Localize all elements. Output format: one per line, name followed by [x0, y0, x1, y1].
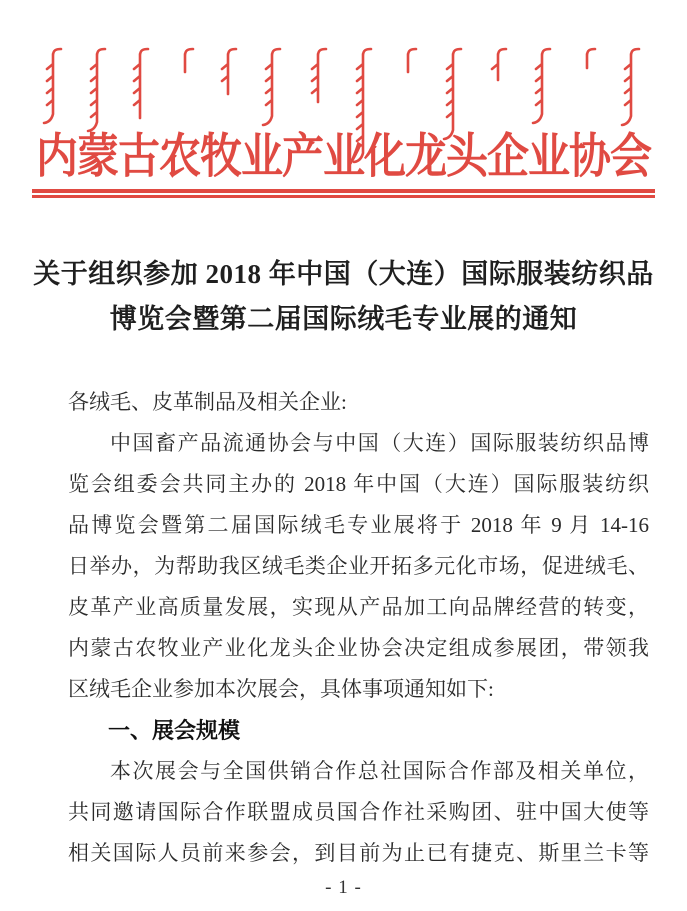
body-line: 相关国际人员前来参会，到目前为止已有捷克、斯里兰卡等	[68, 841, 649, 865]
mongolian-glyph-column	[307, 46, 329, 120]
mongolian-glyph-column	[487, 46, 509, 98]
section-heading: 一、展会规模	[108, 718, 241, 743]
mongolian-glyph-column	[576, 46, 598, 86]
notice-title-line-1: 关于组织参加 2018 年中国（大连）国际服装纺织品	[33, 259, 654, 289]
body-line: 本次展会与全国供销合作总社国际合作部及相关单位，	[110, 759, 649, 783]
masthead-divider-rule	[32, 189, 655, 198]
body-line: 皮革产业高质量发展，实现从产品加工向品牌经营的转变，	[68, 595, 649, 619]
body-line: 中国畜产品流通协会与中国（大连）国际服装纺织品博	[110, 431, 649, 455]
notice-body	[68, 382, 649, 874]
body-line: 区绒毛企业参加本次展会，具体事项通知如下:	[68, 677, 494, 701]
mongolian-glyph-column	[397, 46, 419, 90]
notice-title	[10, 252, 677, 342]
body-line: 览会组委会共同主办的 2018 年中国（大连）国际服装纺织	[68, 472, 649, 496]
body-line: 日举办，为帮助我区绒毛类企业开拓多元化市场，促进绒毛、	[68, 554, 649, 578]
body-line: 内蒙古农牧业产业化龙头企业协会决定组成参展团，带领我	[68, 636, 649, 660]
body-line: 共同邀请国际合作联盟成员国合作社采购团、驻中国大使等	[68, 800, 649, 824]
notice-title-line-2: 博览会暨第二届国际绒毛专业展的通知	[109, 304, 578, 334]
salutation-line: 各绒毛、皮革制品及相关企业:	[68, 390, 347, 414]
org-name-heading: 内蒙古农牧业产业化龙头企业协会	[35, 131, 651, 184]
page-number: - 1 -	[325, 877, 362, 898]
body-line: 品博览会暨第二届国际绒毛专业展将于 2018 年 9 月 14-16	[68, 513, 649, 537]
mongolian-glyph-column	[174, 46, 196, 90]
mongolian-glyph-column	[217, 46, 239, 112]
